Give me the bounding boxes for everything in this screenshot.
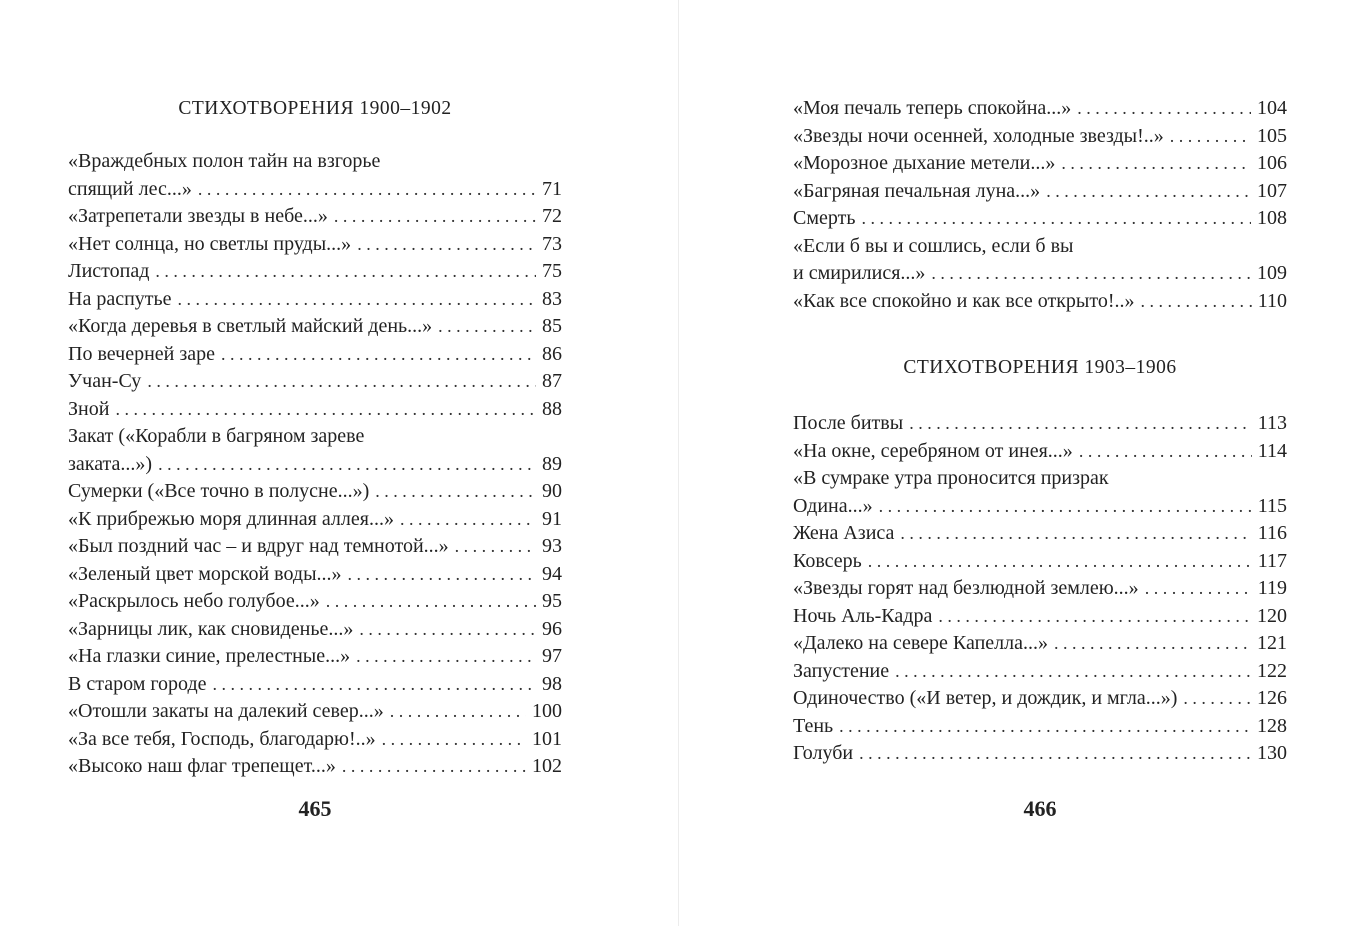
toc-entry-page: 95 xyxy=(542,590,562,612)
toc-entry xyxy=(793,410,1287,438)
toc-entry-page: 122 xyxy=(1257,659,1287,682)
toc-entry-title: «Звезды ночи осенней, холодные звезды!..» xyxy=(793,124,1164,147)
toc-entry-row xyxy=(793,493,1287,521)
toc-entry-page: 97 xyxy=(542,645,562,667)
toc-entry-row xyxy=(68,396,562,424)
toc-entry-title: «Морозное дыхание метели...» xyxy=(793,152,1056,174)
toc-entry-page: 72 xyxy=(542,205,562,227)
dot-leader xyxy=(1183,685,1251,713)
toc-entry xyxy=(68,313,562,341)
toc-entry-title: Голуби xyxy=(793,742,854,764)
toc-entry-title: «Далеко на севере Капелла...» xyxy=(793,632,1049,654)
dot-leader xyxy=(1054,630,1251,658)
toc-entry-page: 120 xyxy=(1257,604,1287,627)
toc-entry-title: «Зеленый цвет морской воды...» xyxy=(68,562,342,585)
toc-entry-title: На распутье xyxy=(68,287,172,310)
toc-entry-page: 109 xyxy=(1257,262,1287,284)
toc-entry-row xyxy=(793,713,1287,741)
toc-entry-page: 106 xyxy=(1257,152,1287,174)
toc-entry xyxy=(793,205,1287,233)
toc-entry-row xyxy=(793,123,1287,151)
dot-leader xyxy=(357,231,536,259)
toc-entry-row xyxy=(793,740,1287,768)
toc-entry-row xyxy=(68,533,562,561)
toc-entry-page: 87 xyxy=(542,370,562,392)
toc-entry-page: 94 xyxy=(542,562,562,585)
toc-entry-row xyxy=(68,313,562,341)
toc-entry-page: 101 xyxy=(532,727,562,750)
toc-entry-title: «Когда деревья в светлый майский день...» xyxy=(68,315,433,337)
toc-entry-title: «Звезды горят над безлюдной землею...» xyxy=(793,577,1139,599)
toc-entry xyxy=(68,698,562,726)
toc-entry-page: 108 xyxy=(1257,207,1287,229)
dot-leader xyxy=(861,205,1251,233)
toc-entry-row xyxy=(68,726,562,754)
toc-entry-title: «Нет солнца, но светлы пруды...» xyxy=(68,232,352,255)
toc-entry-title: «Зарницы лик, как сновиденье...» xyxy=(68,617,354,640)
toc-entry-row xyxy=(793,520,1287,548)
page-number: 466 xyxy=(1023,796,1057,821)
toc-entry-row xyxy=(68,506,562,534)
toc-entry-row xyxy=(793,410,1287,438)
dot-leader xyxy=(839,713,1251,741)
toc-entry xyxy=(68,533,562,561)
toc-entry xyxy=(68,423,562,478)
dot-leader xyxy=(213,671,536,699)
dot-leader xyxy=(178,286,536,314)
toc-entry-page: 119 xyxy=(1257,577,1287,599)
toc-entry-page: 83 xyxy=(542,287,562,310)
toc-entry xyxy=(793,713,1287,741)
toc-entry xyxy=(793,548,1287,576)
page-gutter xyxy=(678,0,679,926)
right-page xyxy=(793,0,1287,926)
dot-leader xyxy=(900,520,1251,548)
toc-entry-title: Запустение xyxy=(793,659,890,682)
toc-entry-page: 73 xyxy=(542,232,562,255)
toc-entry-page: 105 xyxy=(1257,124,1287,147)
toc-entry-title: «К прибрежью моря длинная аллея...» xyxy=(68,507,394,530)
toc-entry-title: «На глазки синие, прелестные...» xyxy=(68,645,351,667)
toc-entry-page: 98 xyxy=(542,672,562,695)
dot-leader xyxy=(342,753,526,781)
toc-entry-title-line: «Если б вы и сошлись, если б вы xyxy=(793,234,1074,257)
toc-entry-row xyxy=(793,205,1287,233)
toc-entry-title: Одина...» xyxy=(793,494,873,517)
dot-leader xyxy=(1140,288,1251,316)
toc-entry-title: Смерть xyxy=(793,207,856,229)
toc-entry xyxy=(68,643,562,671)
toc-entry-row xyxy=(68,588,562,616)
dot-leader xyxy=(909,410,1252,438)
toc-entry-page: 71 xyxy=(542,177,562,200)
toc-entry xyxy=(68,368,562,396)
toc-entry xyxy=(68,286,562,314)
dot-leader xyxy=(375,478,536,506)
dot-leader xyxy=(1079,438,1252,466)
toc-entry-row xyxy=(68,258,562,286)
toc-entry xyxy=(793,520,1287,548)
dot-leader xyxy=(1046,178,1251,206)
toc-entry-page: 126 xyxy=(1257,687,1287,709)
dot-leader xyxy=(334,203,536,231)
toc-entry-title: В старом городе xyxy=(68,672,207,695)
toc-entry-row xyxy=(68,643,562,671)
toc-entry xyxy=(68,616,562,644)
toc-entry-row xyxy=(793,603,1287,631)
toc-entry-title: «Как все спокойно и как все открыто!..» xyxy=(793,289,1135,312)
toc-entry xyxy=(793,178,1287,206)
toc-entry xyxy=(68,478,562,506)
toc-entry xyxy=(793,438,1287,466)
toc-entry xyxy=(68,506,562,534)
toc-entry-title: Тень xyxy=(793,714,834,737)
toc-entry xyxy=(793,658,1287,686)
toc-entry-row xyxy=(793,548,1287,576)
toc-entry-row xyxy=(793,575,1287,603)
dot-leader xyxy=(158,451,536,479)
toc-entry-title: Жена Азиса xyxy=(793,522,895,544)
toc-entry-row xyxy=(68,286,562,314)
toc-entry-row xyxy=(793,260,1287,288)
toc-entry-title: «Высоко наш флаг трепещет...» xyxy=(68,755,336,777)
toc-entry-row xyxy=(68,176,562,204)
toc-entry xyxy=(793,233,1287,288)
toc-entry-title: Зной xyxy=(68,397,110,420)
toc-entry-title: «Был поздний час – и вдруг над темнотой...» xyxy=(68,535,449,557)
toc-entry-row xyxy=(793,178,1287,206)
toc-entry-row xyxy=(68,616,562,644)
dot-leader xyxy=(348,561,536,589)
toc-entry xyxy=(793,288,1287,316)
toc-entry-page: 75 xyxy=(542,260,562,282)
toc-entry-title: Сумерки («Все точно в полусне...») xyxy=(68,480,370,502)
dot-leader xyxy=(1061,150,1251,178)
toc-list xyxy=(68,148,562,781)
toc-entry-page: 100 xyxy=(532,700,562,722)
toc-entry-row xyxy=(68,203,562,231)
toc-entry-title: «На окне, серебряном от инея...» xyxy=(793,439,1073,462)
toc-entry-row xyxy=(793,438,1287,466)
toc-entry-title: Ночь Аль-Кадра xyxy=(793,604,933,627)
page-number: 465 xyxy=(298,796,332,821)
toc-entry-page: 128 xyxy=(1257,714,1287,737)
dot-leader xyxy=(221,341,536,369)
dot-leader xyxy=(879,493,1252,521)
dot-leader xyxy=(1145,575,1252,603)
dot-leader xyxy=(438,313,536,341)
toc-entry-title: Листопад xyxy=(68,260,150,282)
dot-leader xyxy=(1077,95,1251,123)
toc-entry-row xyxy=(68,671,562,699)
toc-entry-page: 115 xyxy=(1257,494,1287,517)
toc-entry xyxy=(68,588,562,616)
dot-leader xyxy=(390,698,526,726)
dot-leader xyxy=(895,658,1251,686)
toc-entry xyxy=(68,203,562,231)
toc-entry-page: 130 xyxy=(1257,742,1287,764)
toc-entry-title-line: «Враждебных полон тайн на взгорье xyxy=(68,150,381,172)
toc-entry-title: заката...») xyxy=(68,452,153,475)
toc-entry-title: «Багряная печальная луна...» xyxy=(793,179,1041,202)
toc-entry xyxy=(793,630,1287,658)
toc-entry-page: 89 xyxy=(542,452,562,475)
toc-entry-row xyxy=(68,561,562,589)
dot-leader xyxy=(400,506,536,534)
toc-entry-page: 107 xyxy=(1257,179,1287,202)
toc-entry-page: 96 xyxy=(542,617,562,640)
toc-entry-title: Учан-Су xyxy=(68,370,142,392)
toc-entry-page: 90 xyxy=(542,480,562,502)
toc-entry xyxy=(793,685,1287,713)
dot-leader xyxy=(326,588,536,616)
dot-leader xyxy=(868,548,1252,576)
toc-entry xyxy=(793,95,1287,123)
toc-entry-row xyxy=(68,753,562,781)
toc-entry-title: После битвы xyxy=(793,412,904,434)
dot-leader xyxy=(455,533,536,561)
dot-leader xyxy=(359,616,536,644)
toc-entry-page: 85 xyxy=(542,315,562,337)
toc-list xyxy=(793,410,1287,768)
toc-entry-title-line: Закат («Корабли в багряном зареве xyxy=(68,425,365,447)
toc-entry-row xyxy=(793,685,1287,713)
toc-entry-row xyxy=(68,231,562,259)
toc-entry xyxy=(793,150,1287,178)
toc-entry-page: 104 xyxy=(1257,97,1287,119)
toc-entry-title: и смирилися...» xyxy=(793,262,926,284)
toc-entry-page: 114 xyxy=(1257,439,1287,462)
toc-entry xyxy=(68,671,562,699)
toc-entry-row xyxy=(68,368,562,396)
toc-entry-page: 93 xyxy=(542,535,562,557)
section-title: СТИХОТВОРЕНИЯ 1900–1902 xyxy=(178,98,452,119)
toc-entry xyxy=(68,753,562,781)
toc-entry xyxy=(68,341,562,369)
toc-entry-title: спящий лес...» xyxy=(68,177,192,200)
toc-entry xyxy=(68,148,562,203)
toc-entry-title: «Моя печаль теперь спокойна...» xyxy=(793,97,1072,119)
toc-entry-page: 116 xyxy=(1257,522,1287,544)
toc-entry xyxy=(68,396,562,424)
left-page xyxy=(68,0,562,926)
dot-leader xyxy=(115,396,536,424)
toc-entry-row xyxy=(793,95,1287,123)
toc-entry-title: По вечерней заре xyxy=(68,342,216,365)
toc-entry xyxy=(793,575,1287,603)
toc-entry-page: 88 xyxy=(542,397,562,420)
section-title: СТИХОТВОРЕНИЯ 1903–1906 xyxy=(903,357,1177,378)
dot-leader xyxy=(356,643,536,671)
toc-entry-title: Одиночество («И ветер, и дождик, и мгла...») xyxy=(793,687,1178,709)
toc-entry-row xyxy=(793,150,1287,178)
toc-entry xyxy=(68,561,562,589)
toc-entry-page: 121 xyxy=(1257,632,1287,654)
dot-leader xyxy=(931,260,1251,288)
toc-entry-page: 102 xyxy=(532,755,562,777)
toc-entry-row xyxy=(68,451,562,479)
toc-entry xyxy=(793,603,1287,631)
toc-entry xyxy=(68,231,562,259)
toc-entry-page: 91 xyxy=(542,507,562,530)
toc-entry-title: «Отошли закаты на далекий север...» xyxy=(68,700,384,722)
dot-leader xyxy=(155,258,536,286)
toc-entry-title: «За все тебя, Господь, благодарю!..» xyxy=(68,727,376,750)
dot-leader xyxy=(938,603,1251,631)
toc-entry-page: 113 xyxy=(1257,412,1287,434)
toc-entry-row xyxy=(68,341,562,369)
toc-entry-row xyxy=(793,288,1287,316)
dot-leader xyxy=(198,176,536,204)
dot-leader xyxy=(1170,123,1251,151)
toc-entry-row xyxy=(793,658,1287,686)
toc-entry-page: 86 xyxy=(542,342,562,365)
dot-leader xyxy=(382,726,526,754)
toc-entry-page: 117 xyxy=(1257,549,1287,572)
toc-entry-row xyxy=(68,698,562,726)
toc-entry xyxy=(68,726,562,754)
toc-entry-page: 110 xyxy=(1257,289,1287,312)
toc-list xyxy=(793,95,1287,315)
toc-entry xyxy=(793,123,1287,151)
toc-entry xyxy=(793,465,1287,520)
dot-leader xyxy=(147,368,536,396)
toc-entry xyxy=(68,258,562,286)
toc-entry-title: «Затрепетали звезды в небе...» xyxy=(68,205,328,227)
toc-entry xyxy=(793,740,1287,768)
toc-entry-title: «Раскрылось небо голубое...» xyxy=(68,590,320,612)
toc-entry-title: Ковсерь xyxy=(793,549,862,572)
toc-entry-row xyxy=(68,478,562,506)
dot-leader xyxy=(859,740,1251,768)
toc-entry-row xyxy=(793,630,1287,658)
toc-entry-title-line: «В сумраке утра проносится призрак xyxy=(793,467,1109,489)
